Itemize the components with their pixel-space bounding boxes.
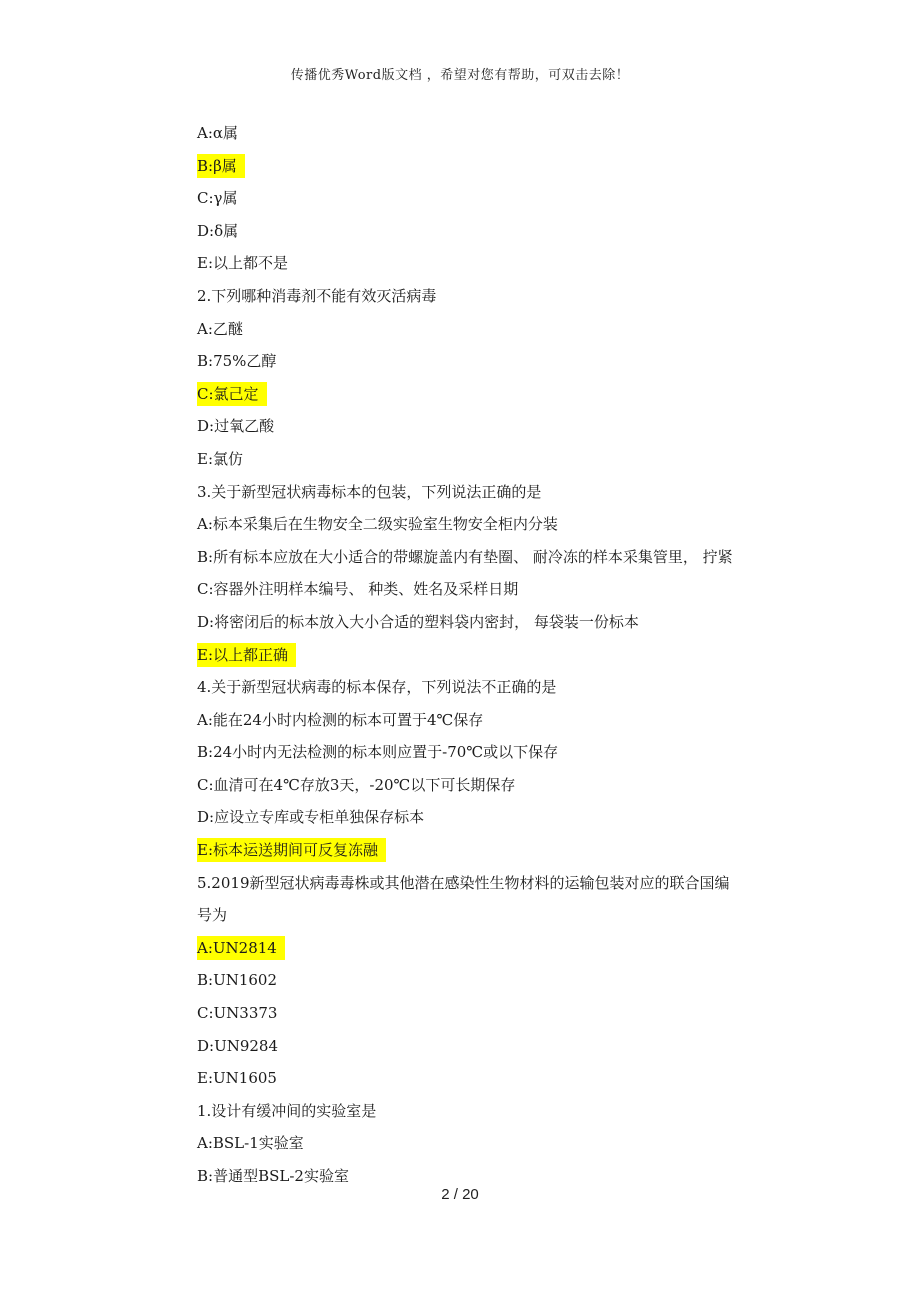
highlighted-answer bbox=[197, 932, 797, 965]
highlighted-answer bbox=[197, 378, 797, 411]
highlighted-answer bbox=[197, 639, 797, 672]
line-text: B:24小时内无法检测的标本则应置于-70℃或以下保存 bbox=[197, 743, 559, 762]
highlighted-answer bbox=[197, 834, 797, 867]
line-text: D:UN9284 bbox=[197, 1036, 279, 1055]
line-text: A:α属 bbox=[197, 124, 239, 142]
question-text bbox=[197, 280, 797, 313]
answer-option bbox=[197, 704, 797, 737]
line-text: A:乙醚 bbox=[197, 319, 243, 338]
line-text: D:过氧乙酸 bbox=[197, 417, 275, 436]
line-text: C:容器外注明样本编号、 种类、姓名及采样日期 bbox=[197, 580, 519, 599]
answer-option bbox=[197, 1030, 797, 1063]
highlighted-answer bbox=[197, 150, 797, 183]
line-text: D:应设立专库或专柜单独保存标本 bbox=[197, 808, 425, 827]
answer-option bbox=[197, 247, 797, 280]
answer-option bbox=[197, 410, 797, 443]
page-number: 2 / 20 bbox=[441, 1186, 479, 1203]
answer-option bbox=[197, 736, 797, 769]
line-text: B:所有标本应放在大小适合的带螺旋盖内有垫圈、 耐冷冻的样本采集管里， 拧紧 bbox=[197, 547, 733, 566]
line-text: 号为 bbox=[197, 906, 228, 925]
question-text bbox=[197, 1095, 797, 1128]
question-text bbox=[197, 476, 797, 509]
answer-option bbox=[197, 573, 797, 606]
line-text: E:标本运送期间可反复冻融 bbox=[197, 838, 386, 862]
line-text: B:普通型BSL-2实验室 bbox=[197, 1167, 349, 1185]
line-text: C:γ属 bbox=[197, 189, 238, 208]
question-text bbox=[197, 671, 797, 704]
line-text: A:UN2814 bbox=[197, 936, 285, 960]
line-text: A:能在24小时内检测的标本可置于4℃保存 bbox=[197, 710, 484, 729]
line-text: C:血清可在4℃存放3天，-20℃以下可长期保存 bbox=[197, 775, 516, 794]
answer-option bbox=[197, 997, 797, 1030]
answer-option bbox=[197, 443, 797, 476]
page-header: 传播优秀Word版文档 ，希望对您有帮助，可双击去除！ bbox=[290, 68, 630, 83]
answer-option bbox=[197, 1062, 797, 1095]
line-text: B:75%乙醇 bbox=[197, 352, 277, 371]
text-line bbox=[197, 899, 797, 932]
answer-option bbox=[197, 964, 797, 997]
line-text: C:UN3373 bbox=[197, 1004, 278, 1023]
line-text: 2.下列哪种消毒剂不能有效灭活病毒 bbox=[197, 286, 437, 305]
answer-option bbox=[197, 1127, 797, 1160]
answer-option bbox=[197, 769, 797, 802]
line-text: E:氯仿 bbox=[197, 449, 244, 468]
line-text: D:δ属 bbox=[197, 221, 239, 240]
line-text: C:氯己定 bbox=[197, 382, 267, 406]
answer-option bbox=[197, 606, 797, 639]
line-text: A:BSL-1实验室 bbox=[197, 1134, 304, 1153]
answer-option bbox=[197, 117, 797, 150]
line-text: E:以上都正确 bbox=[197, 643, 296, 667]
answer-option bbox=[197, 215, 797, 248]
answer-option bbox=[197, 801, 797, 834]
line-text: A:标本采集后在生物安全二级实验室生物安全柜内分装 bbox=[197, 515, 558, 534]
line-text: 4.关于新型冠状病毒的标本保存，下列说法不正确的是 bbox=[197, 678, 557, 697]
line-text: B:UN1602 bbox=[197, 971, 278, 990]
line-text: 3.关于新型冠状病毒标本的包装，下列说法正确的是 bbox=[197, 482, 542, 501]
answer-option bbox=[197, 508, 797, 541]
answer-option bbox=[197, 345, 797, 378]
line-text: D:将密闭后的标本放入大小合适的塑料袋内密封， 每袋装一份标本 bbox=[197, 612, 639, 631]
answer-option bbox=[197, 541, 797, 574]
line-text: 5.2019新型冠状病毒毒株或其他潜在感染性生物材料的运输包装对应的联合国编 bbox=[197, 873, 730, 892]
line-text: 1.设计有缓冲间的实验室是 bbox=[197, 1101, 377, 1120]
document-body bbox=[197, 117, 797, 1193]
line-text: B:β属 bbox=[197, 154, 245, 178]
answer-option bbox=[197, 182, 797, 215]
line-text: E:以上都不是 bbox=[197, 254, 289, 273]
question-text bbox=[197, 867, 797, 900]
line-text: E:UN1605 bbox=[197, 1069, 277, 1088]
answer-option bbox=[197, 313, 797, 346]
